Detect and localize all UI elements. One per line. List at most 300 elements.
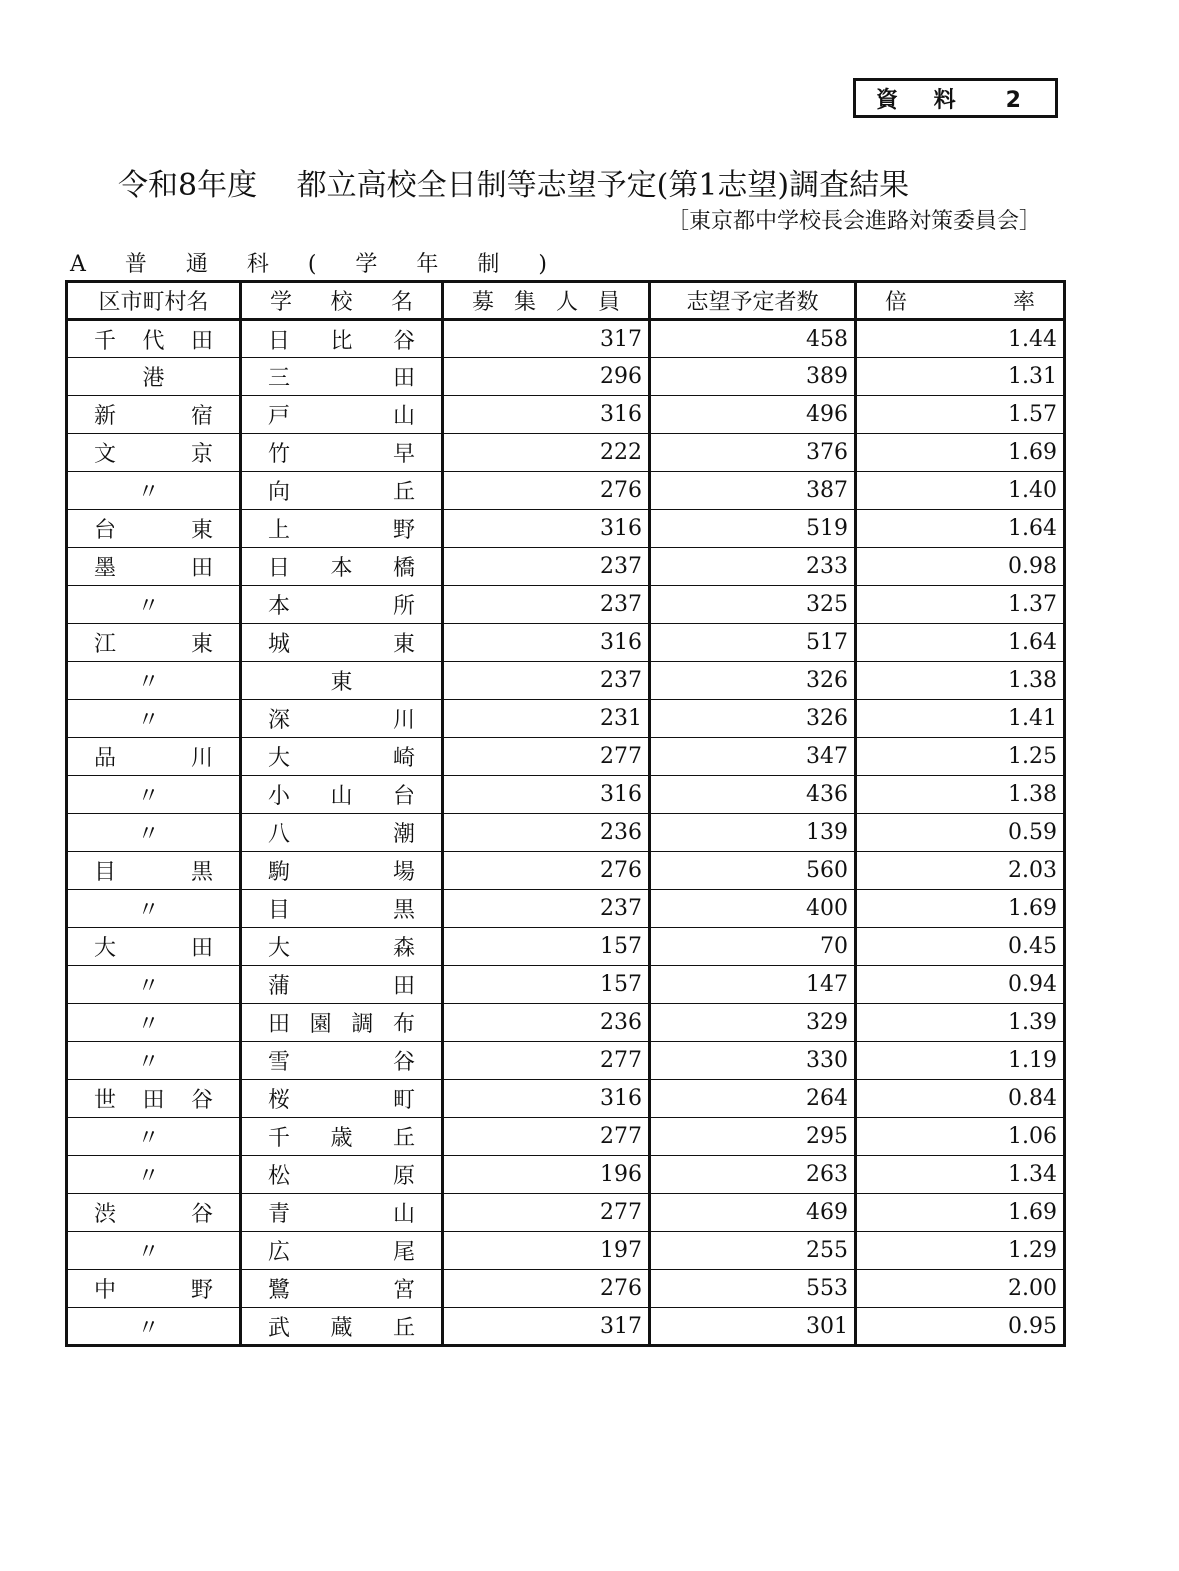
cell-char: 原 [392, 1164, 415, 1189]
table-row [67, 586, 1065, 624]
district-cell [67, 434, 241, 472]
table-row [67, 738, 1065, 776]
school-cell [241, 852, 443, 890]
cell-char: 三 [268, 366, 291, 391]
district-cell [67, 586, 241, 624]
applicants-cell: 560 [650, 852, 856, 890]
ditto-mark: 〃 [137, 822, 160, 847]
district-cell [67, 1308, 241, 1346]
district-cell [67, 510, 241, 548]
ratio-cell: 1.64 [856, 624, 1065, 662]
cell-char: 布 [392, 1012, 415, 1037]
cell-char: 早 [392, 442, 415, 467]
cell-char: 尾 [392, 1240, 415, 1265]
school-name [248, 551, 435, 582]
cell-char: 東 [392, 632, 415, 657]
school-name [248, 1273, 435, 1304]
cell-char: 世 [94, 1088, 117, 1113]
capacity-cell: 317 [443, 320, 650, 358]
capacity-cell: 317 [443, 1308, 650, 1346]
school-cell [241, 396, 443, 434]
header-char: 人 [555, 290, 578, 315]
cell-char: 八 [268, 822, 291, 847]
table-header [67, 282, 1065, 320]
header-char: 集 [513, 290, 536, 315]
document-label: 資 料 2 [853, 78, 1058, 118]
ratio-cell: 1.64 [856, 510, 1065, 548]
district-cell [67, 662, 241, 700]
school-name [248, 741, 435, 772]
table-row [67, 776, 1065, 814]
school-name [248, 589, 435, 620]
cell-char: 千 [268, 1126, 291, 1151]
school-cell [241, 1118, 443, 1156]
ditto-mark: 〃 [137, 974, 160, 999]
school-cell [241, 434, 443, 472]
capacity-cell: 276 [443, 852, 650, 890]
district-name [74, 1197, 233, 1228]
page-title: 令和8年度 都立高校全日制等志望予定(第1志望)調査結果 [118, 168, 910, 203]
cell-char: 目 [94, 860, 117, 885]
capacity-cell: 316 [443, 1080, 650, 1118]
cell-char: 歳 [330, 1126, 353, 1151]
applicants-cell: 264 [650, 1080, 856, 1118]
capacity-cell: 277 [443, 1042, 650, 1080]
district-name [74, 627, 233, 658]
school-name [248, 1235, 435, 1266]
district-cell [67, 320, 241, 358]
capacity-cell: 237 [443, 586, 650, 624]
ratio-cell: 1.69 [856, 434, 1065, 472]
cell-char: 田 [190, 328, 213, 354]
cell-char: 田 [392, 366, 415, 391]
school-name [248, 399, 435, 430]
cell-char: 川 [190, 746, 213, 771]
district-cell [67, 700, 241, 738]
capacity-cell: 316 [443, 510, 650, 548]
district-name [74, 361, 233, 392]
ditto-mark: 〃 [137, 1126, 160, 1151]
ratio-cell: 1.57 [856, 396, 1065, 434]
applicants-cell: 233 [650, 548, 856, 586]
district-name [74, 1083, 233, 1114]
district-cell [67, 1232, 241, 1270]
cell-char: 中 [94, 1278, 117, 1303]
cell-char: 比 [330, 328, 353, 354]
cell-char: 鷺 [268, 1278, 291, 1303]
district-name [74, 324, 233, 355]
applicants-cell: 376 [650, 434, 856, 472]
cell-char: 丘 [392, 1126, 415, 1151]
district-cell [67, 548, 241, 586]
ditto-mark: 〃 [137, 670, 160, 695]
ditto-mark: 〃 [137, 1164, 160, 1189]
table-row [67, 966, 1065, 1004]
applicants-cell: 295 [650, 1118, 856, 1156]
district-name [74, 931, 233, 962]
district-cell [67, 1270, 241, 1308]
ratio-cell: 2.03 [856, 852, 1065, 890]
district-cell [67, 1156, 241, 1194]
district-name [74, 551, 233, 582]
ratio-cell: 0.59 [856, 814, 1065, 852]
cell-char: 田 [142, 1088, 165, 1113]
header-char: 倍 [885, 290, 908, 315]
capacity-cell: 157 [443, 928, 650, 966]
organization-name: ［東京都中学校長会進路対策委員会］ [666, 209, 1041, 234]
table-row [67, 624, 1065, 662]
district-cell [67, 1194, 241, 1232]
school-name [248, 665, 435, 696]
district-cell [67, 624, 241, 662]
school-cell [241, 358, 443, 396]
district-cell [67, 358, 241, 396]
header-school [241, 282, 443, 320]
school-cell [241, 624, 443, 662]
cell-char: 小 [268, 784, 291, 809]
capacity-cell: 277 [443, 1118, 650, 1156]
ratio-cell: 1.69 [856, 1194, 1065, 1232]
school-cell [241, 1042, 443, 1080]
capacity-cell: 277 [443, 1194, 650, 1232]
survey-table [65, 280, 1066, 1347]
cell-char: 日 [268, 556, 291, 581]
cell-char: 蔵 [330, 1315, 353, 1341]
cell-char: 谷 [190, 1202, 213, 1227]
cell-char: 大 [268, 936, 291, 961]
cell-char: 本 [268, 594, 291, 619]
school-cell [241, 548, 443, 586]
table-row [67, 1118, 1065, 1156]
school-name [248, 969, 435, 1000]
cell-char: 丘 [392, 480, 415, 505]
school-name [248, 437, 435, 468]
cell-char: 山 [392, 404, 415, 429]
table-row [67, 358, 1065, 396]
cell-char: 港 [142, 366, 165, 391]
capacity-cell: 237 [443, 548, 650, 586]
district-cell [67, 1004, 241, 1042]
ratio-cell: 0.95 [856, 1308, 1065, 1346]
ratio-cell: 2.00 [856, 1270, 1065, 1308]
district-cell [67, 472, 241, 510]
capacity-cell: 157 [443, 966, 650, 1004]
cell-char: 蒲 [268, 974, 291, 999]
district-cell [67, 738, 241, 776]
school-name [248, 627, 435, 658]
ditto-mark: 〃 [137, 480, 160, 505]
header-char: 員 [597, 290, 620, 315]
header-char: 名 [390, 290, 413, 315]
table-row [67, 1308, 1065, 1346]
district-name [74, 1273, 233, 1304]
ratio-cell: 1.44 [856, 320, 1065, 358]
cell-char: 向 [268, 480, 291, 505]
cell-char: 本 [330, 556, 353, 581]
applicants-cell: 553 [650, 1270, 856, 1308]
cell-char: 田 [190, 936, 213, 961]
school-name [248, 1007, 435, 1038]
capacity-cell: 237 [443, 890, 650, 928]
cell-char: 大 [94, 936, 117, 961]
ratio-cell: 0.94 [856, 966, 1065, 1004]
table-row [67, 852, 1065, 890]
cell-char: 田 [392, 974, 415, 999]
school-name [248, 855, 435, 886]
ratio-cell: 0.45 [856, 928, 1065, 966]
ditto-mark: 〃 [137, 1050, 160, 1075]
ditto-mark: 〃 [137, 784, 160, 809]
header-char: 学 [270, 290, 293, 315]
school-name [248, 1197, 435, 1228]
cell-char: 町 [392, 1088, 415, 1113]
school-name [248, 513, 435, 544]
cell-char: 田 [190, 556, 213, 581]
header-capacity-text-spread [450, 285, 642, 316]
header-ratio-text-spread [863, 285, 1057, 316]
cell-char: 戸 [268, 404, 291, 429]
ratio-cell: 1.29 [856, 1232, 1065, 1270]
cell-char: 青 [268, 1202, 291, 1227]
applicants-cell: 387 [650, 472, 856, 510]
capacity-cell: 316 [443, 776, 650, 814]
ditto-mark: 〃 [137, 898, 160, 923]
cell-char: 竹 [268, 442, 291, 467]
cell-char: 上 [268, 518, 291, 543]
cell-char: 谷 [190, 1088, 213, 1113]
school-name [248, 324, 435, 355]
header-char: 校 [330, 290, 353, 315]
cell-char: 深 [268, 708, 291, 733]
applicants-cell: 517 [650, 624, 856, 662]
cell-char: 代 [142, 328, 165, 354]
school-cell [241, 966, 443, 1004]
capacity-cell: 236 [443, 1004, 650, 1042]
capacity-cell: 197 [443, 1232, 650, 1270]
cell-char: 東 [330, 670, 353, 695]
school-name [248, 817, 435, 848]
table-row [67, 662, 1065, 700]
school-name [248, 931, 435, 962]
section-heading: A 普 通 科 ( 学 年 制 ) [70, 252, 563, 277]
cell-char: 谷 [392, 328, 415, 354]
school-cell [241, 1194, 443, 1232]
district-cell [67, 966, 241, 1004]
cell-char: 宿 [190, 404, 213, 429]
school-cell [241, 1270, 443, 1308]
cell-char: 台 [392, 784, 415, 809]
table-body [67, 320, 1065, 1346]
cell-char: 城 [268, 632, 291, 657]
school-name [248, 779, 435, 810]
school-cell [241, 928, 443, 966]
applicants-cell: 325 [650, 586, 856, 624]
ditto-mark: 〃 [137, 594, 160, 619]
ratio-cell: 1.06 [856, 1118, 1065, 1156]
district-cell [67, 928, 241, 966]
table-row [67, 1080, 1065, 1118]
cell-char: 広 [268, 1240, 291, 1265]
capacity-cell: 277 [443, 738, 650, 776]
cell-char: 雪 [268, 1050, 291, 1075]
cell-char: 台 [94, 518, 117, 543]
district-cell [67, 1042, 241, 1080]
ratio-cell: 1.41 [856, 700, 1065, 738]
ratio-cell: 1.69 [856, 890, 1065, 928]
school-name [248, 703, 435, 734]
school-cell [241, 1308, 443, 1346]
table-row [67, 1194, 1065, 1232]
applicants-cell: 326 [650, 662, 856, 700]
ditto-mark: 〃 [137, 1012, 160, 1037]
school-cell [241, 890, 443, 928]
cell-char: 潮 [392, 822, 415, 847]
table-row [67, 548, 1065, 586]
table-row [67, 510, 1065, 548]
cell-char: 東 [190, 632, 213, 657]
header-applicants-text: 志望予定者数 [686, 290, 819, 315]
capacity-cell: 276 [443, 472, 650, 510]
table-row [67, 1042, 1065, 1080]
cell-char: 山 [392, 1202, 415, 1227]
cell-char: 大 [268, 746, 291, 771]
school-cell [241, 662, 443, 700]
applicants-cell: 347 [650, 738, 856, 776]
applicants-cell: 326 [650, 700, 856, 738]
ratio-cell: 1.38 [856, 662, 1065, 700]
ratio-cell: 1.34 [856, 1156, 1065, 1194]
school-name [248, 1045, 435, 1076]
district-cell [67, 1080, 241, 1118]
cell-char: 千 [94, 328, 117, 354]
cell-char: 山 [330, 784, 353, 809]
table-row [67, 928, 1065, 966]
school-cell [241, 472, 443, 510]
header-row [67, 282, 1065, 320]
table-row [67, 1004, 1065, 1042]
applicants-cell: 458 [650, 320, 856, 358]
table-row [67, 434, 1065, 472]
school-cell [241, 1232, 443, 1270]
applicants-cell: 263 [650, 1156, 856, 1194]
ratio-cell: 0.84 [856, 1080, 1065, 1118]
table-row [67, 396, 1065, 434]
cell-char: 園 [309, 1012, 332, 1037]
cell-char: 武 [268, 1315, 291, 1341]
ratio-cell: 1.19 [856, 1042, 1065, 1080]
district-cell [67, 814, 241, 852]
applicants-cell: 70 [650, 928, 856, 966]
cell-char: 谷 [392, 1050, 415, 1075]
cell-char: 桜 [268, 1088, 291, 1113]
cell-char: 川 [392, 708, 415, 733]
header-school-text-spread [248, 285, 435, 316]
table-row [67, 1156, 1065, 1194]
ditto-mark: 〃 [137, 1315, 160, 1341]
cell-char: 橋 [392, 556, 415, 581]
capacity-cell: 316 [443, 624, 650, 662]
school-cell [241, 1156, 443, 1194]
ratio-cell: 1.40 [856, 472, 1065, 510]
school-name [248, 1121, 435, 1152]
header-applicants [650, 282, 856, 320]
ratio-cell: 1.25 [856, 738, 1065, 776]
cell-char: 崎 [392, 746, 415, 771]
district-name [74, 855, 233, 886]
applicants-cell: 139 [650, 814, 856, 852]
cell-char: 場 [392, 860, 415, 885]
applicants-cell: 389 [650, 358, 856, 396]
cell-char: 黒 [392, 898, 415, 923]
school-cell [241, 738, 443, 776]
capacity-cell: 196 [443, 1156, 650, 1194]
district-name [74, 741, 233, 772]
district-cell [67, 396, 241, 434]
table-row [67, 814, 1065, 852]
cell-char: 品 [94, 746, 117, 771]
cell-char: 駒 [268, 860, 291, 885]
table-row [67, 320, 1065, 358]
cell-char: 森 [392, 936, 415, 961]
cell-char: 日 [268, 328, 291, 354]
cell-char: 宮 [392, 1278, 415, 1303]
district-name [74, 437, 233, 468]
header-district [67, 282, 241, 320]
cell-char: 新 [94, 404, 117, 429]
cell-char: 文 [94, 442, 117, 467]
school-name [248, 361, 435, 392]
capacity-cell: 237 [443, 662, 650, 700]
cell-char: 京 [190, 442, 213, 467]
capacity-cell: 222 [443, 434, 650, 472]
header-ratio [856, 282, 1065, 320]
district-name [74, 513, 233, 544]
applicants-cell: 330 [650, 1042, 856, 1080]
ratio-cell: 1.37 [856, 586, 1065, 624]
cell-char: 田 [268, 1012, 291, 1037]
school-cell [241, 586, 443, 624]
school-cell [241, 1080, 443, 1118]
school-cell [241, 814, 443, 852]
cell-char: 渋 [94, 1202, 117, 1227]
ratio-cell: 0.98 [856, 548, 1065, 586]
cell-char: 松 [268, 1164, 291, 1189]
school-cell [241, 1004, 443, 1042]
school-name [248, 1159, 435, 1190]
district-cell [67, 852, 241, 890]
header-district-label: 区市町村名 [98, 290, 209, 315]
applicants-cell: 519 [650, 510, 856, 548]
ditto-mark: 〃 [137, 708, 160, 733]
applicants-cell: 436 [650, 776, 856, 814]
school-name [248, 1083, 435, 1114]
applicants-cell: 147 [650, 966, 856, 1004]
school-cell [241, 700, 443, 738]
header-capacity [443, 282, 650, 320]
school-name [248, 893, 435, 924]
school-name [248, 1311, 435, 1342]
cell-char: 目 [268, 898, 291, 923]
table-row [67, 700, 1065, 738]
ratio-cell: 1.39 [856, 1004, 1065, 1042]
cell-char: 東 [190, 518, 213, 543]
school-cell [241, 510, 443, 548]
school-cell [241, 776, 443, 814]
school-name [248, 475, 435, 506]
ratio-cell: 1.31 [856, 358, 1065, 396]
table-row [67, 472, 1065, 510]
ratio-cell: 1.38 [856, 776, 1065, 814]
